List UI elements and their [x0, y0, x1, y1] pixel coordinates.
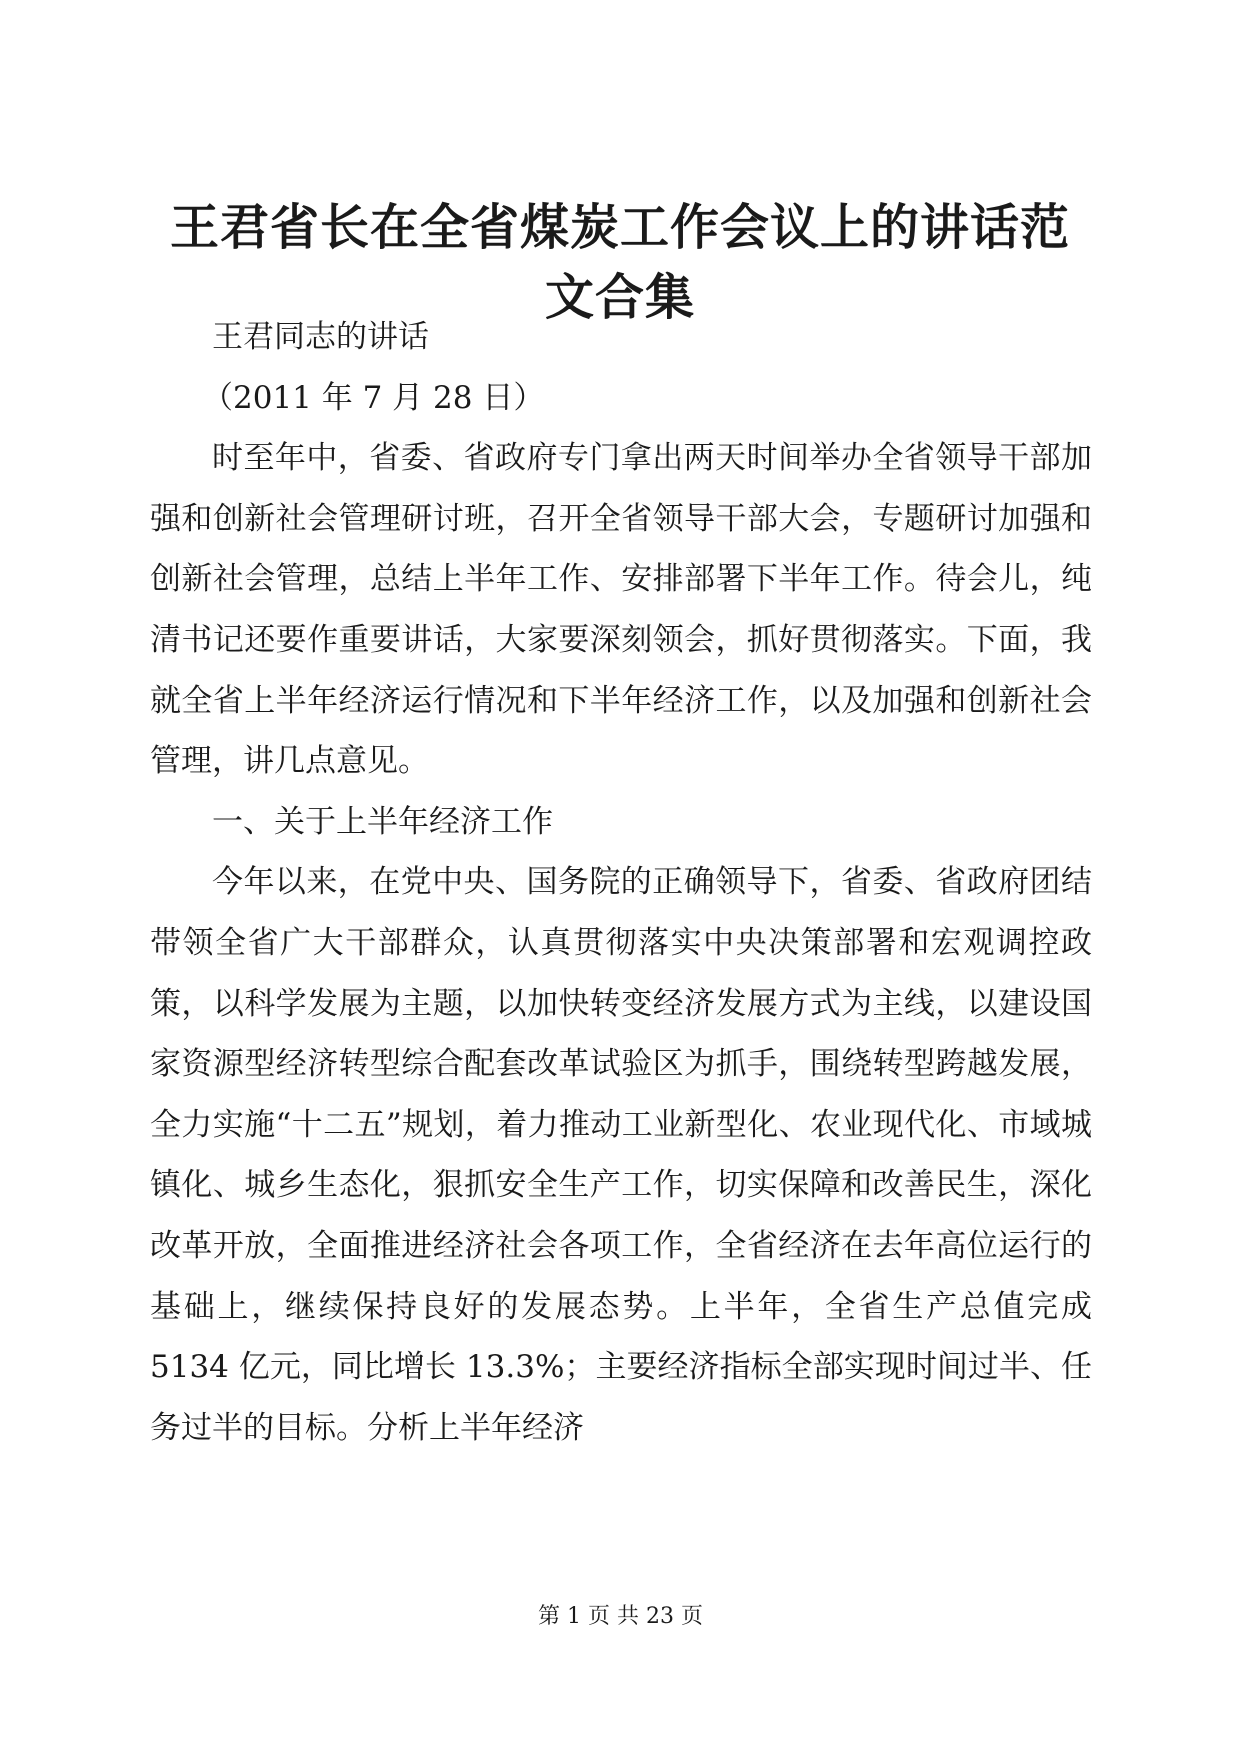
page-footer: 第 1 页 共 23 页	[538, 1604, 703, 1629]
speech-date: （2011 年 7 月 28 日）	[202, 379, 545, 416]
speech-heading: 王君同志的讲话	[212, 319, 429, 355]
document-body	[150, 307, 1092, 1458]
section-heading-1: 一、关于上半年经济工作	[212, 803, 553, 840]
paragraph-intro: 时至年中，省委、省政府专门拿出两天时间举办全省领导干部加强和创新社会管理研讨班，召开全省领导干部大会，专题研讨加强和创新社会管理，总结上半年工作、安排部署下半年工作。待会儿，纯清书记还要作重要讲话，大家要深刻领会，抓好贯彻落实。下面，我就全省上半年经济运行情况和下半年经济工作，以及加强和创新社会管理，讲几点意见。	[150, 440, 1092, 780]
document-title: 王君省长在全省煤炭工作会议上的讲话范文合集	[169, 198, 1070, 326]
paragraph-economy: 今年以来，在党中央、国务院的正确领导下，省委、省政府团结带领全省广大干部群众，认真贯彻落实中央决策部署和宏观调控政策，以科学发展为主题，以加快转变经济发展方式为主线，以建设国家资源型经济转型综合配套改革试验区为抓手，围绕转型跨越发展，全力实施“十二五”规划，着力推动工业新型化、农业现代化、市域城镇化、城乡生态化，狠抓安全生产工作，切实保障和改善民生，深化改革开放，全面推进经济社会各项工作，全省经济在去年高位运行的基础上，继续保持良好的发展态势。上半年，全省生产总值完成 5134 亿元，同比增长 13.3%；主要经济指标全部实现时间过半、任务过半的目标。分析上半年经济	[150, 864, 1092, 1446]
